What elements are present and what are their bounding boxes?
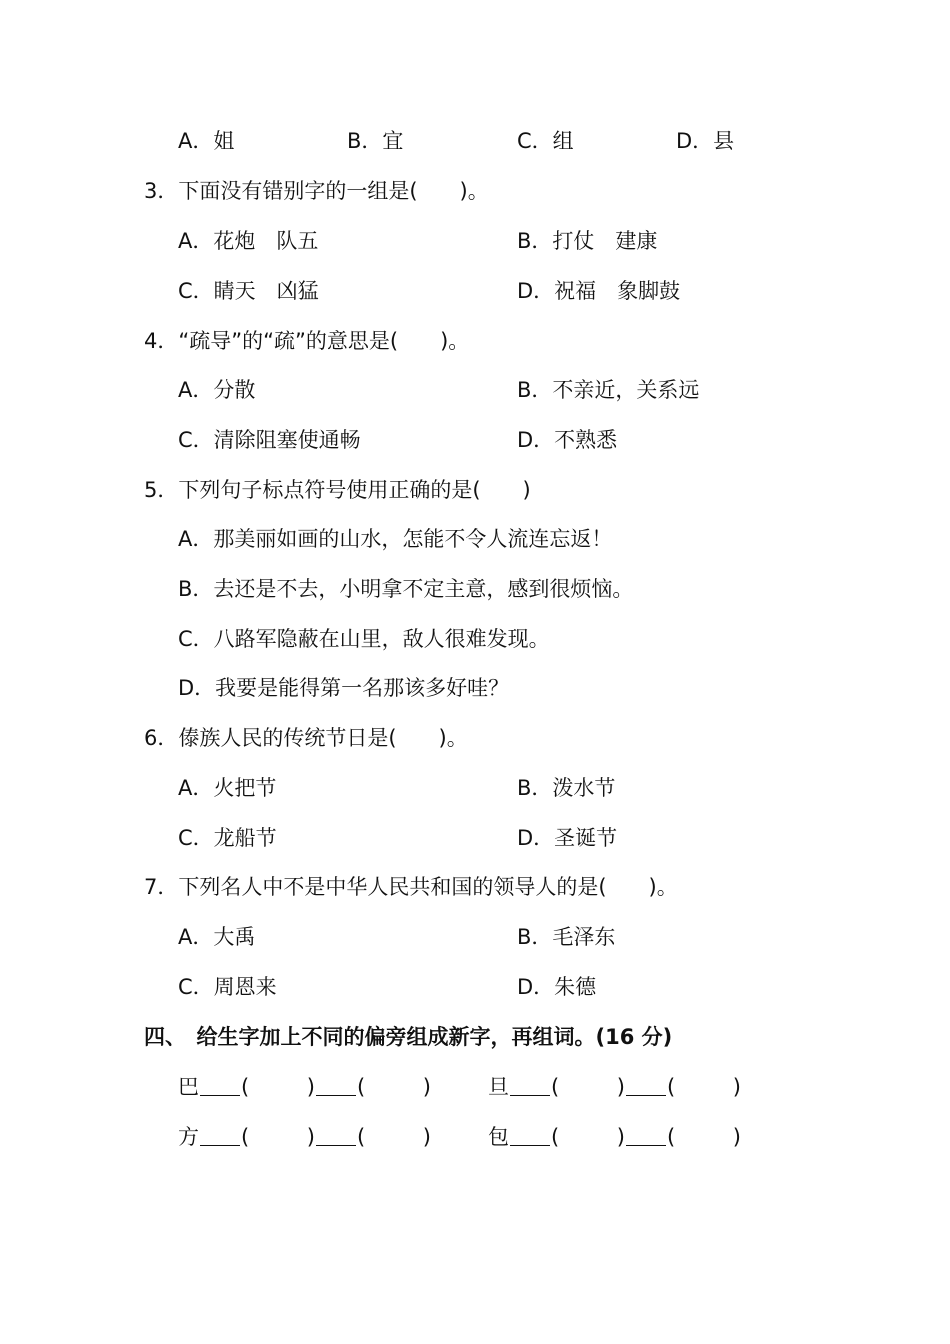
- word-paren[interactable]: ( ): [357, 1075, 431, 1099]
- word-paren[interactable]: ( ): [357, 1125, 431, 1149]
- q3-option-d: D．祝福 象脚鼓: [517, 279, 681, 303]
- new-char-blank[interactable]: [510, 1073, 550, 1096]
- q3-stem-row: [0, 176, 950, 206]
- q4-option-d: D．不熟悉: [517, 428, 618, 452]
- q6-option-b: B．泼水节: [517, 776, 616, 800]
- fill-item-ba: [178, 1072, 431, 1102]
- q6-options-row-2: [0, 823, 950, 853]
- q4-option-b: B．不亲近，关系远: [517, 378, 700, 402]
- word-paren[interactable]: ( ): [241, 1075, 315, 1099]
- section-4-heading: 四、 给生字加上不同的偏旁组成新字，再组词。(16 分): [144, 1025, 673, 1049]
- q4-option-a: A．分散: [178, 378, 256, 402]
- base-char: 巴: [178, 1075, 199, 1099]
- word-paren[interactable]: ( ): [667, 1075, 741, 1099]
- q2-option-c: C．组: [517, 129, 574, 153]
- q5-option-b-row: [0, 574, 950, 604]
- q7-option-d: D．朱德: [517, 975, 597, 999]
- new-char-blank[interactable]: [200, 1123, 240, 1146]
- q7-option-a: A．大禹: [178, 925, 256, 949]
- new-char-blank[interactable]: [316, 1073, 356, 1096]
- q6-options-row-1: [0, 773, 950, 803]
- new-char-blank[interactable]: [510, 1123, 550, 1146]
- q6-stem-row: [0, 723, 950, 753]
- fill-item-bao: [488, 1122, 741, 1152]
- q5-stem: 5．下列句子标点符号使用正确的是( ): [144, 478, 531, 502]
- q2-option-a: A．姐: [178, 129, 235, 153]
- q6-option-c: C．龙船节: [178, 826, 277, 850]
- word-paren[interactable]: ( ): [551, 1075, 625, 1099]
- q3-options-row-1: [0, 226, 950, 256]
- q3-stem: 3．下面没有错别字的一组是( )。: [144, 179, 489, 203]
- word-paren[interactable]: ( ): [241, 1125, 315, 1149]
- q7-options-row-2: [0, 972, 950, 1002]
- q7-options-row-1: [0, 922, 950, 952]
- q4-option-c: C．清除阻塞使通畅: [178, 428, 361, 452]
- new-char-blank[interactable]: [316, 1123, 356, 1146]
- q2-option-b: B．宜: [347, 129, 404, 153]
- base-char: 旦: [488, 1075, 509, 1099]
- fill-item-dan: [488, 1072, 741, 1102]
- q4-stem: 4．“疏导”的“疏”的意思是( )。: [144, 329, 470, 353]
- section-4-heading-row: [0, 1022, 950, 1052]
- fill-item-fang: [178, 1122, 431, 1152]
- q3-option-a: A．花炮 队五: [178, 229, 319, 253]
- word-paren[interactable]: ( ): [667, 1125, 741, 1149]
- base-char: 方: [178, 1125, 199, 1149]
- q3-option-b: B．打仗 建康: [517, 229, 658, 253]
- q3-options-row-2: [0, 276, 950, 306]
- new-char-blank[interactable]: [626, 1123, 666, 1146]
- q5-option-c-row: [0, 624, 950, 654]
- q7-stem: 7．下列名人中不是中华人民共和国的领导人的是( )。: [144, 875, 678, 899]
- q5-option-c: C．八路军隐蔽在山里，敌人很难发现。: [178, 627, 550, 651]
- q5-option-d: D．我要是能得第一名那该多好哇？: [178, 676, 510, 700]
- q4-stem-row: [0, 326, 950, 356]
- q5-option-b: B．去还是不去，小明拿不定主意，感到很烦恼。: [178, 577, 634, 601]
- fill-row-2: [0, 1122, 950, 1152]
- q7-stem-row: [0, 872, 950, 902]
- base-char: 包: [488, 1125, 509, 1149]
- q4-options-row-1: [0, 375, 950, 405]
- word-paren[interactable]: ( ): [551, 1125, 625, 1149]
- q6-stem: 6．傣族人民的传统节日是( )。: [144, 726, 468, 750]
- q2-option-d: D．县: [676, 129, 735, 153]
- q3-option-c: C．睛天 凶猛: [178, 279, 319, 303]
- q5-stem-row: [0, 475, 950, 505]
- q2-options: [0, 126, 950, 156]
- new-char-blank[interactable]: [626, 1073, 666, 1096]
- q5-option-a-row: [0, 524, 950, 554]
- q6-option-d: D．圣诞节: [517, 826, 618, 850]
- q4-options-row-2: [0, 425, 950, 455]
- q7-option-b: B．毛泽东: [517, 925, 616, 949]
- q7-option-c: C．周恩来: [178, 975, 277, 999]
- new-char-blank[interactable]: [200, 1073, 240, 1096]
- fill-row-1: [0, 1072, 950, 1102]
- q5-option-a: A．那美丽如画的山水，怎能不令人流连忘返！: [178, 527, 613, 551]
- q6-option-a: A．火把节: [178, 776, 277, 800]
- q5-option-d-row: [0, 673, 950, 703]
